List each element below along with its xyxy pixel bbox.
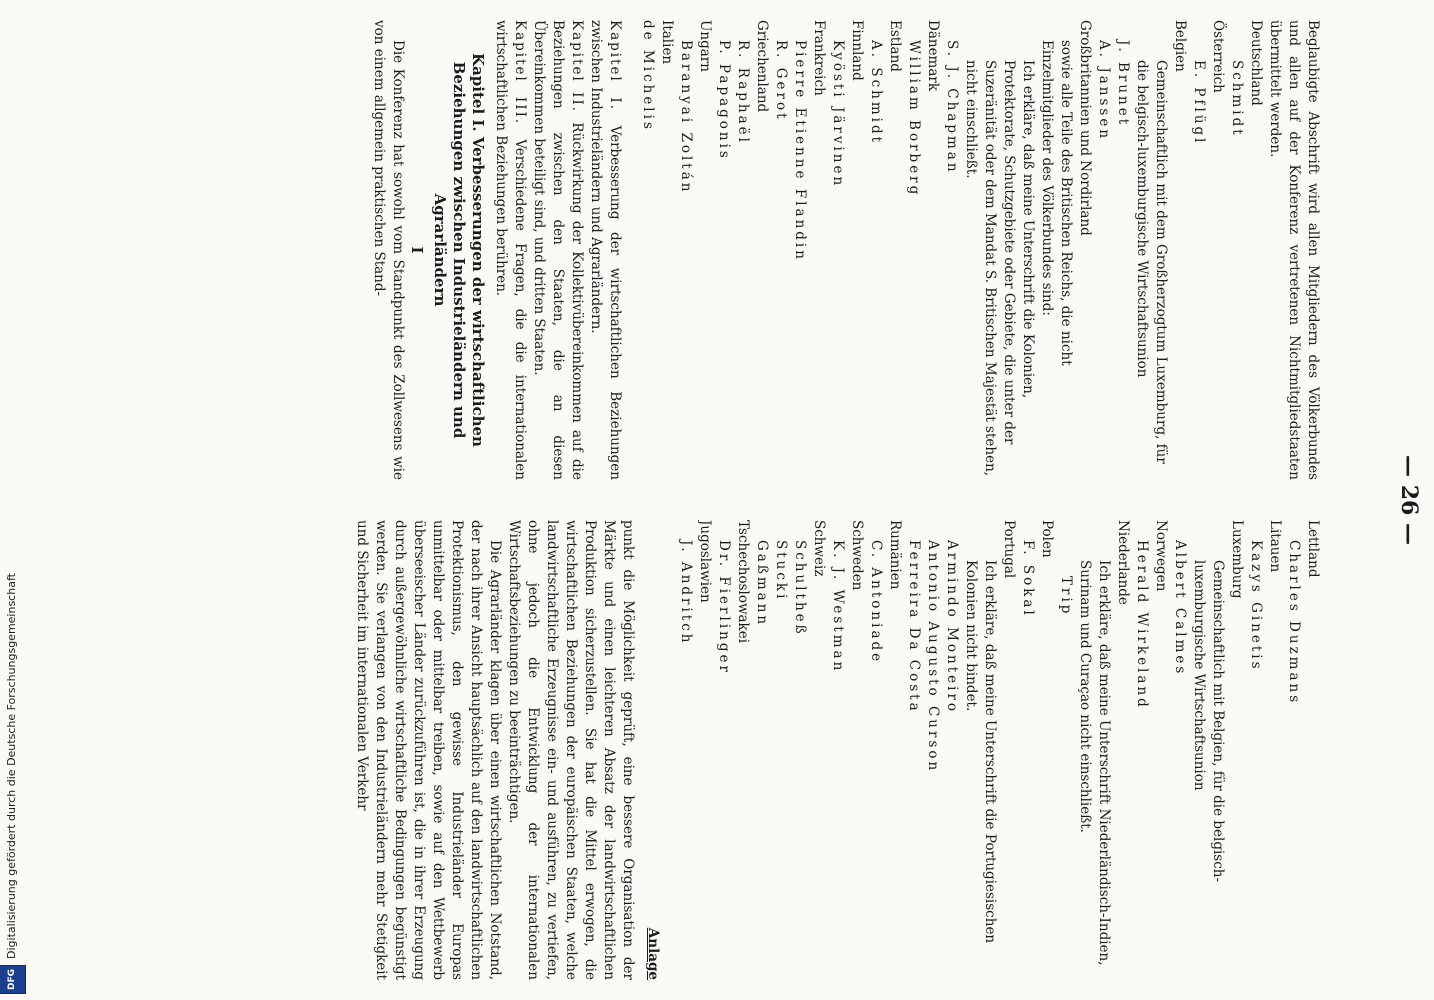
signatory-name: Schmidt xyxy=(1229,60,1245,138)
signatory-name: de Michelis xyxy=(640,20,656,132)
page-number: — 26 — xyxy=(1396,455,1422,545)
signatory-name: Charles Duzmans xyxy=(1286,540,1302,706)
chapter-title: Kapitel III. xyxy=(512,20,528,140)
signatory-entry: Luxemburg xyxy=(1229,520,1245,599)
left-column xyxy=(369,20,1322,480)
signatory-entry: Lettland xyxy=(1305,520,1321,578)
chapter-entry xyxy=(586,20,624,480)
signatory-entry: Ich erkläre, daß meine Unterschrift die Kolonien, Protektorate, Schutzgebiete oder Gebiete, die unter der Suzeränität oder dem Mandat S. Britischen Majestät stehen, nicht einschließt. xyxy=(963,60,1036,477)
signatory-name: F. Sokal xyxy=(1020,540,1036,618)
signatory-entry: sowie alle Teile des Britischen Reichs, die nicht Einzelmitglieder des Völkerbundes sind: xyxy=(1039,40,1074,366)
signatory-entry: Griechenland xyxy=(754,20,770,113)
signatory-entry: Ich erkläre, daß meine Unterschrift Niederländisch-Indien, Surinam und Curaçao nicht einschließt. xyxy=(1077,560,1112,966)
signatory-name: William Borberg xyxy=(906,40,922,198)
closing-paragraph: Die Konferenz hat sowohl vom Standpunkt des Zollwesens wie von einem allgemein praktischen Stand- xyxy=(371,20,406,480)
signatory-name: Kazys Ginetis xyxy=(1248,540,1264,672)
signatory-list-left xyxy=(638,20,1265,480)
signatory-entry: Gemeinschaftlich mit dem Großherzogtum Luxemburg, für die belgisch-luxemburgische Wirtschaftsunion xyxy=(1134,60,1169,464)
signatory-name: Trip xyxy=(1058,576,1074,617)
anlage-paragraph: Die Agrarländer klagen über einen wirtschaftlichen Notstand, der nach ihrer Ansicht hauptsächlich auf den landwirtschaftlichen Protektionismus, den gewisse Industrieländer Europas unmittelbar oder mittelbar treiben, sowie auf den Wettbewerb überseeischer Länder zurückzuführen ist, die in ihrer Erzeugung durch außergewöhnliche wirtschaftliche Bedingungen begünstigt werden. Sie verlangen von den Industrieländern mehr Stetigkeit und Sicherheit im internationalen Verkehr xyxy=(354,520,503,980)
signatory-entry: Belgien xyxy=(1172,20,1188,72)
signatory-name: J. Brunet xyxy=(1115,40,1131,128)
signatory-name: S. J. Chapman xyxy=(944,40,960,175)
signatory-entry: Deutschland xyxy=(1248,20,1264,106)
signatory-entry: Niederlande xyxy=(1115,520,1131,605)
signatory-name: Ferreira Da Costa xyxy=(906,540,922,714)
anlage-text xyxy=(352,520,637,980)
signatory-entry: Litauen xyxy=(1267,520,1283,573)
credit-text: Digitalisierung gefördert durch die Deutsche Forschungsgemeinschaft xyxy=(5,573,18,959)
right-column xyxy=(352,520,1322,980)
signatory-name: Stucki xyxy=(773,540,789,602)
signatory-name: Pierre Etienne Flandin xyxy=(792,40,808,262)
section-numeral: I xyxy=(408,246,426,254)
chapter-title: Kapitel I. xyxy=(607,20,623,126)
signatory-entry: Polen xyxy=(1039,520,1055,558)
signatory-entry: Italien xyxy=(659,20,675,65)
signatory-entry: Estland xyxy=(887,20,903,72)
signatory-name: P. Papagonis xyxy=(716,40,732,161)
signatory-name: C. Antoniade xyxy=(868,540,884,665)
chapter-heading: Kapitel I. Verbesserungen der wirtschaftlichen Beziehungen zwischen Industrieländern und Agrarländern xyxy=(431,53,487,447)
signatory-entry: Schweden xyxy=(849,520,865,591)
signatory-name: Schultheß xyxy=(792,540,808,637)
signatory-name: E. Pflügl xyxy=(1191,60,1207,146)
signatory-name: Armindo Monteiro xyxy=(944,540,960,715)
chapter-text: Rückwirkung der Kollektivübereinkommen auf die Beziehungen zwischen den Staaten, die an diesen Übereinkommen beteiligt sind, und dritten Staaten. xyxy=(531,20,585,480)
signatory-entry: Gemeinschaftlich mit Belgien, für die belgisch-luxemburgische Wirtschaftsunion xyxy=(1191,560,1226,883)
signatory-entry: Ich erkläre, daß meine Unterschrift die Portugiesischen Kolonien nicht bindet. xyxy=(963,560,998,944)
signatory-entry: Ungarn xyxy=(697,20,713,72)
digitization-credit xyxy=(0,0,24,1000)
signatory-entry: Tschechoslowakei xyxy=(735,520,751,644)
signatory-name: A. Janssen xyxy=(1096,40,1112,142)
signatory-entry: Schweiz xyxy=(811,520,827,577)
signatory-entry: Dänemark xyxy=(925,20,941,92)
signatory-name: Baranyai Zoltán xyxy=(678,40,694,195)
signatory-name: Herald Wirkeland xyxy=(1134,540,1150,710)
signatory-name: R. Gerot xyxy=(773,40,789,122)
signatory-name: Albert Calmes xyxy=(1172,540,1188,677)
chapter-entry xyxy=(491,20,529,480)
signatory-entry: Portugal xyxy=(1001,520,1017,579)
chapter-text: Verschiedene Fragen, die die internationalen wirtschaftlichen Beziehungen berühren. xyxy=(493,20,528,480)
chapter-title: Kapitel II. xyxy=(569,20,585,123)
anlage-paragraph: punkt die Möglichkeit geprüft, eine bessere Organisation der Märkte und einen leichteren Absatz der landwirtschaftlichen Produktion sicherzustellen. Sie hat die Mittel erwogen, die wirtschaftlichen Beziehungen der europäischen Staaten, welche landwirtschaftliche Erzeugnisse ein- und ausführen, zu vertiefen, ohne jedoch die Entwicklung der internationalen Wirtschaftsbeziehungen zu beeinträchtigen. xyxy=(506,520,636,980)
signatory-entry: Rumänien xyxy=(887,520,903,590)
dfg-logo: DFG xyxy=(0,965,26,994)
signatory-name: Kyösti Järvinen xyxy=(830,40,846,189)
signatory-entry: Frankreich xyxy=(811,20,827,96)
signatory-entry: Jugoslawien xyxy=(697,520,713,603)
chapter-text: Verbesserung der wirtschaftlichen Beziehungen zwischen Industrieländern und Agrarländern. xyxy=(588,20,623,480)
intro-paragraph: Beglaubigte Abschrift wird allen Mitgliedern des Völkerbundes und allen auf der Konferenz vertretenen Nichtmitgliedstaaten übermittelt werden. xyxy=(1267,20,1321,480)
signatory-name: Antonio Augusto Curson xyxy=(925,540,941,774)
signatory-entry: Großbritannien und Nordirland xyxy=(1077,20,1093,236)
signatory-name: J. Andritch xyxy=(678,540,694,646)
signatory-entry: Norwegen xyxy=(1153,520,1169,592)
signatory-name: Gaßmann xyxy=(754,540,770,628)
signatory-list-right xyxy=(676,520,1322,980)
signatory-name: R. Raphaël xyxy=(735,40,751,145)
anlage-heading: Anlage xyxy=(645,927,661,980)
signatory-name: Dr. Fierlinger xyxy=(716,540,732,675)
signatory-entry: Finnland xyxy=(849,20,865,81)
signatory-name: K. J. Westman xyxy=(830,540,846,674)
signatory-entry: Österreich xyxy=(1210,20,1226,93)
chapter-entry xyxy=(529,20,586,480)
signatory-name: A. Schmidt xyxy=(868,40,884,146)
chapter-list xyxy=(491,20,624,480)
